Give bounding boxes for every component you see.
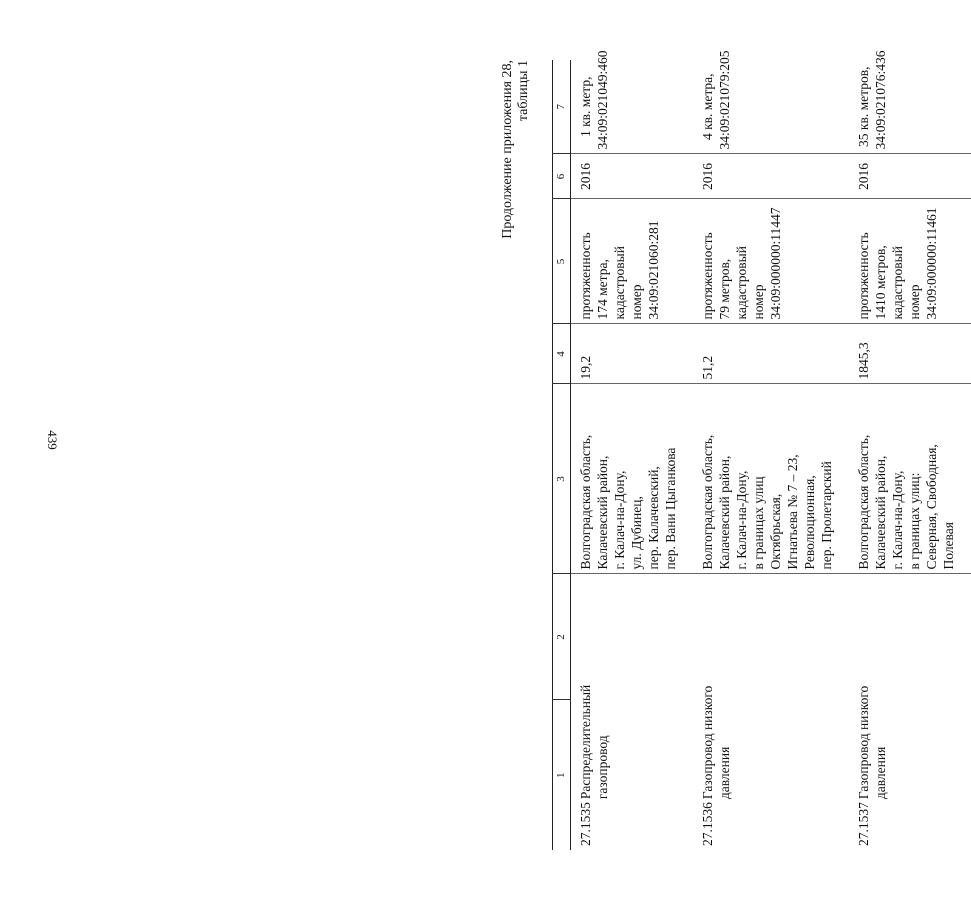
cell-description-line: номер xyxy=(629,284,644,320)
cell-description-line: кадастровый xyxy=(612,246,627,320)
row-number: 27.1537 xyxy=(856,802,871,846)
cell-address-line: ул. Дубинец, xyxy=(629,496,644,570)
cell-description xyxy=(693,199,849,324)
cell-address-line: Революционная, xyxy=(802,475,817,570)
cell-address xyxy=(849,384,971,574)
cell-description-line: кадастровый xyxy=(890,246,905,320)
cell-address-line: пер. Пролетарский xyxy=(819,461,834,570)
row-number: 27.1535 xyxy=(578,802,593,846)
cell-value: 51,2 xyxy=(693,324,849,384)
cell-area xyxy=(693,50,849,154)
header-row xyxy=(553,60,571,850)
object-name-line: газопровод xyxy=(595,735,610,800)
table-row xyxy=(693,60,849,850)
cell-area-line: 34:09:021049:460 xyxy=(595,50,610,150)
cell-description-line: 1410 метров, xyxy=(873,245,888,320)
cell-description-line: 34:09:000000:11461 xyxy=(924,207,939,320)
cell-address-line: Волгоградская область, xyxy=(700,434,715,570)
cell-description-line: протяженность xyxy=(856,232,871,320)
rotated-page-content xyxy=(500,50,956,850)
cell-area-line: 34:09:021079:205 xyxy=(717,50,732,150)
cell-description-line: протяженность xyxy=(700,232,715,320)
object-name xyxy=(577,685,611,799)
cell-description-line: кадастровый xyxy=(734,246,749,320)
cell-value: 19,2 xyxy=(571,324,694,384)
column-header: 5 xyxy=(553,199,571,324)
cell-address-line: Октябрьская, xyxy=(768,493,783,570)
cell-address-line: в границах улиц: xyxy=(907,472,922,570)
heading-line-2: таблицы 1 xyxy=(516,60,531,122)
cell-description-line: протяженность xyxy=(578,232,593,320)
cell-number-name xyxy=(571,574,694,850)
cell-number-name xyxy=(849,574,971,850)
cell-address-line: в границах улиц xyxy=(751,476,766,570)
table-row xyxy=(849,60,971,850)
cell-address-line: Полевая xyxy=(941,522,956,570)
cell-address-line: г. Калач-на-Дону, xyxy=(734,470,749,570)
object-name xyxy=(699,686,733,799)
cell-address-line: пер. Калачевский, xyxy=(646,466,661,570)
cell-description-line: номер xyxy=(751,284,766,320)
cell-area xyxy=(571,50,694,154)
page-number: 439 xyxy=(45,430,60,450)
cell-area-line: 34:09:021076:436 xyxy=(873,50,888,150)
cell-address-line: г. Калач-на-Дону, xyxy=(890,470,905,570)
cell-address-line: Волгоградская область, xyxy=(578,434,593,570)
row-number: 27.1536 xyxy=(700,802,715,846)
cell-value: 1845,3 xyxy=(849,324,971,384)
cell-address-line: пер. Вани Цыганкова xyxy=(663,447,678,570)
cell-description-line: номер xyxy=(907,284,922,320)
cell-area-line: 35 кв. метров, xyxy=(856,66,871,147)
cell-number-name xyxy=(693,574,849,850)
object-name-line: давления xyxy=(873,746,888,800)
cell-description-line: 34:09:021060:281 xyxy=(646,220,661,320)
column-header: 2 xyxy=(553,574,571,700)
cell-address-line: Калачевский район, xyxy=(595,455,610,570)
cell-address-line: г. Калач-на-Дону, xyxy=(612,470,627,570)
cell-description xyxy=(571,199,694,324)
cell-area-line: 1 кв. метр, xyxy=(578,76,593,138)
cell-year: 2016 xyxy=(571,154,694,199)
object-name-line: Распределительный xyxy=(578,684,593,800)
cell-description-line: 34:09:000000:11447 xyxy=(768,207,783,320)
object-name-line: Газопровод низкого xyxy=(700,685,715,800)
cell-address-line: Калачевский район, xyxy=(873,455,888,570)
column-header: 6 xyxy=(553,154,571,199)
cell-address-line: Волгоградская область, xyxy=(856,434,871,570)
cell-description-line: 174 метра, xyxy=(595,259,610,320)
column-header: 1 xyxy=(553,700,571,850)
cell-address xyxy=(571,384,694,574)
cell-description xyxy=(849,199,971,324)
object-name-line: давления xyxy=(717,746,732,800)
page-heading xyxy=(500,60,532,239)
cell-description-line: 79 метров, xyxy=(717,258,732,320)
cell-year: 2016 xyxy=(693,154,849,199)
column-header: 4 xyxy=(553,324,571,384)
column-header: 7 xyxy=(553,60,571,154)
object-name-line: Газопровод низкого xyxy=(856,685,871,800)
cell-area xyxy=(849,50,971,154)
heading-line-1: Продолжение приложения 28, xyxy=(500,60,515,239)
cell-address-line: Северная, Свободная, xyxy=(924,444,939,570)
cell-year: 2016 xyxy=(849,154,971,199)
register-table xyxy=(552,50,971,850)
cell-address-line: Игнатьева № 7 – 23, xyxy=(785,454,800,570)
object-name xyxy=(855,686,889,799)
column-header: 3 xyxy=(553,384,571,574)
cell-area-line: 4 кв. метра, xyxy=(700,73,715,141)
table-row xyxy=(571,60,694,850)
cell-address-line: Калачевский район, xyxy=(717,455,732,570)
cell-address xyxy=(693,384,849,574)
